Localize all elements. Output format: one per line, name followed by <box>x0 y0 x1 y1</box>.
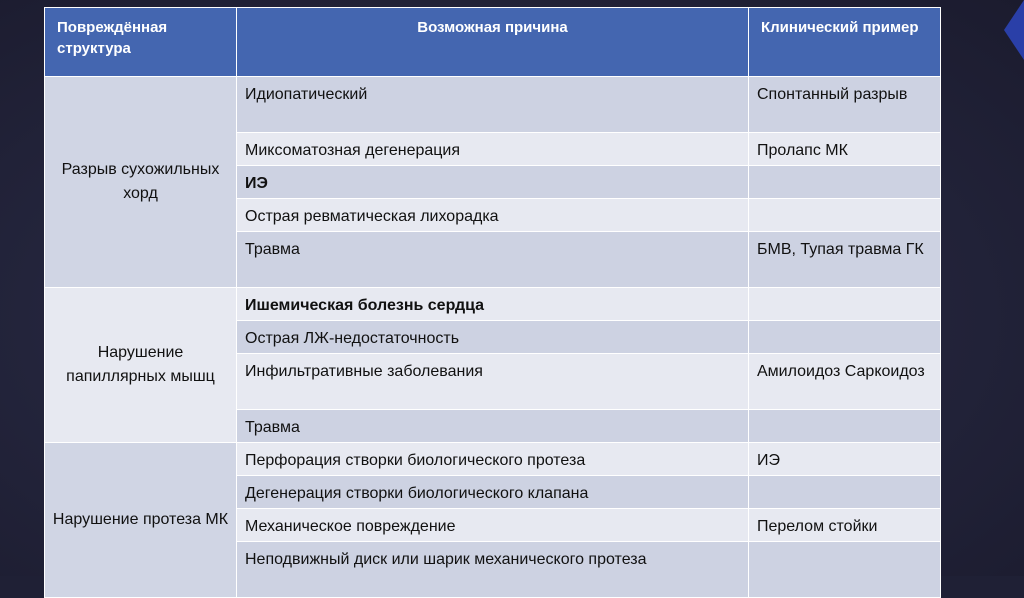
cause-cell: Травма <box>237 232 749 288</box>
corner-decoration <box>1004 0 1024 60</box>
structure-cell: Нарушение протеза МК <box>45 443 237 598</box>
cause-cell: ИЭ <box>237 166 749 199</box>
cause-cell: Инфильтративные заболевания <box>237 354 749 410</box>
example-cell <box>749 476 941 509</box>
table-row <box>45 443 941 476</box>
header-example: Клинический пример <box>749 8 941 77</box>
example-cell <box>749 542 941 598</box>
cause-cell: Механическое повреждение <box>237 509 749 542</box>
cause-cell: Перфорация створки биологического протеза <box>237 443 749 476</box>
example-cell: Перелом стойки <box>749 509 941 542</box>
structure-cell: Нарушение папиллярных мышц <box>45 288 237 443</box>
cause-cell: Дегенерация створки биологического клапана <box>237 476 749 509</box>
table-row <box>45 288 941 321</box>
example-cell <box>749 288 941 321</box>
structure-cell: Разрыв сухожильных хорд <box>45 77 237 288</box>
cause-cell: Острая ревматическая лихорадка <box>237 199 749 232</box>
cause-cell: Травма <box>237 410 749 443</box>
mitral-regurgitation-causes-table <box>44 7 941 598</box>
table-header-row <box>45 8 941 77</box>
header-cause: Возможная причина <box>237 8 749 77</box>
example-cell <box>749 199 941 232</box>
cause-cell: Ишемическая болезнь сердца <box>237 288 749 321</box>
cause-cell: Неподвижный диск или шарик механического протеза <box>237 542 749 598</box>
cause-cell: Острая ЛЖ-недостаточность <box>237 321 749 354</box>
example-cell: Спонтанный разрыв <box>749 77 941 133</box>
example-cell: Амилоидоз Саркоидоз <box>749 354 941 410</box>
table-row <box>45 77 941 133</box>
header-structure: Повреждённая структура <box>45 8 237 77</box>
example-cell <box>749 166 941 199</box>
example-cell <box>749 321 941 354</box>
example-cell: БМВ, Тупая травма ГК <box>749 232 941 288</box>
cause-cell: Миксоматозная дегенерация <box>237 133 749 166</box>
example-cell: ИЭ <box>749 443 941 476</box>
example-cell <box>749 410 941 443</box>
example-cell: Пролапс МК <box>749 133 941 166</box>
cause-cell: Идиопатический <box>237 77 749 133</box>
